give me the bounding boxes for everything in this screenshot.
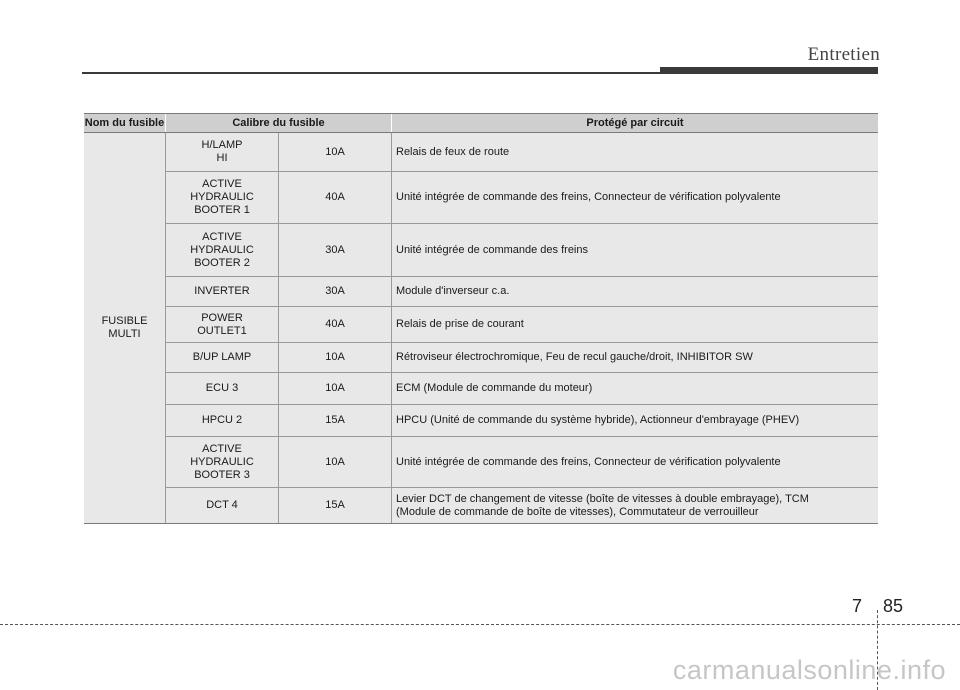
col-header-fuse-rating: Calibre du fusible [166, 114, 392, 133]
page-number: 85 [883, 596, 904, 616]
fuse-name: ACTIVE HYDRAULIC BOOTER 3 [166, 437, 279, 488]
fuse-name: ECU 3 [166, 373, 279, 405]
fuse-name: ACTIVE HYDRAULIC BOOTER 2 [166, 224, 279, 277]
header-rule [82, 72, 662, 74]
fuse-rating: 30A [279, 277, 392, 307]
fuse-name: HPCU 2 [166, 405, 279, 437]
fuse-name: H/LAMP HI [166, 133, 279, 172]
fuse-circuit: Relais de prise de courant [392, 307, 879, 343]
fuse-rating: 15A [279, 488, 392, 524]
fuse-circuit: Unité intégrée de commande des freins, Connecteur de vérification polyvalente [392, 172, 879, 224]
table-row [84, 343, 878, 373]
fuse-rating: 10A [279, 343, 392, 373]
fuse-circuit: Levier DCT de changement de vitesse (boîte de vitesses à double embrayage), TCM (Module de commande de boîte de vitesses), Commutateur de verrouilleur [392, 488, 879, 524]
table-row [84, 373, 878, 405]
col-header-fuse-name: Nom du fusible [84, 114, 166, 133]
fuse-name: INVERTER [166, 277, 279, 307]
table-row [84, 172, 878, 224]
fuse-name: DCT 4 [166, 488, 279, 524]
fuse-name: B/UP LAMP [166, 343, 279, 373]
fuse-circuit: Module d'inverseur c.a. [392, 277, 879, 307]
fuse-circuit: ECM (Module de commande du moteur) [392, 373, 879, 405]
table-row [84, 307, 878, 343]
footer-rule [0, 624, 960, 625]
section-title: Entretien [807, 44, 880, 65]
table-row [84, 437, 878, 488]
fuse-circuit: HPCU (Unité de commande du système hybride), Actionneur d'embrayage (PHEV) [392, 405, 879, 437]
fuse-circuit: Unité intégrée de commande des freins [392, 224, 879, 277]
fuse-rating: 40A [279, 172, 392, 224]
fuse-circuit: Rétroviseur électrochromique, Feu de recul gauche/droit, INHIBITOR SW [392, 343, 879, 373]
fuse-circuit: Unité intégrée de commande des freins, Connecteur de vérification polyvalente [392, 437, 879, 488]
fuse-rating: 30A [279, 224, 392, 277]
fuse-rating: 40A [279, 307, 392, 343]
watermark: carmanualsonline.info [672, 655, 946, 685]
table-row [84, 277, 878, 307]
fuse-rating: 15A [279, 405, 392, 437]
fuse-name: ACTIVE HYDRAULIC BOOTER 1 [166, 172, 279, 224]
chapter-number: 7 [852, 596, 863, 616]
fuse-group-label: FUSIBLE MULTI [84, 133, 166, 524]
fuse-table [84, 113, 878, 524]
fuse-rating: 10A [279, 373, 392, 405]
header-rule-accent [660, 67, 878, 74]
table-row [84, 133, 878, 172]
table-row [84, 488, 878, 524]
table-row [84, 405, 878, 437]
table-row [84, 224, 878, 277]
col-header-circuit: Protégé par circuit [392, 114, 879, 133]
table-header-row [84, 114, 878, 133]
fuse-rating: 10A [279, 437, 392, 488]
fuse-circuit: Relais de feux de route [392, 133, 879, 172]
fuse-rating: 10A [279, 133, 392, 172]
fuse-name: POWER OUTLET1 [166, 307, 279, 343]
